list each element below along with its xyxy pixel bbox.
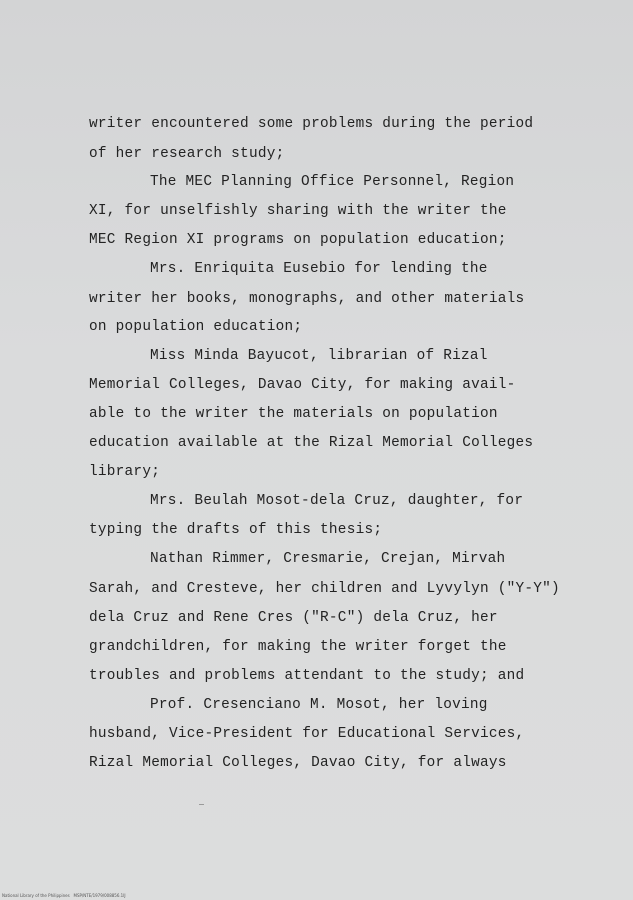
text-line-17: Sarah, and Cresteve, her children and Lyvylyn ("Y-Y") [89, 581, 560, 597]
text-line-22: husband, Vice-President for Educational Services, [89, 726, 525, 742]
text-line-18: dela Cruz and Rene Cres ("R-C") dela Cruz, her [89, 610, 498, 626]
text-line-21: Prof. Cresenciano M. Mosot, her loving [150, 697, 488, 713]
text-line-5: MEC Region XI programs on population education; [89, 232, 507, 248]
stray-mark [199, 804, 204, 805]
text-line-15: typing the drafts of this thesis; [89, 522, 383, 538]
text-line-4: XI, for unselfishly sharing with the writer the [89, 203, 507, 219]
text-line-6: Mrs. Enriquita Eusebio for lending the [150, 261, 488, 277]
text-line-3: The MEC Planning Office Personnel, Region [150, 174, 515, 190]
text-line-8: on population education; [89, 319, 303, 335]
text-line-19: grandchildren, for making the writer forget the [89, 639, 507, 655]
text-line-14: Mrs. Beulah Mosot-dela Cruz, daughter, for [150, 493, 524, 509]
text-line-10: Memorial Colleges, Davao City, for making avail- [89, 377, 516, 393]
text-line-2: of her research study; [89, 146, 285, 162]
archive-footer: National Library of the Philippines MSP/NTE/1979/008856.1IJ [2, 893, 126, 898]
text-line-16: Nathan Rimmer, Cresmarie, Crejan, Mirvah [150, 551, 506, 567]
text-line-1: writer encountered some problems during the period [89, 116, 534, 132]
text-line-23: Rizal Memorial Colleges, Davao City, for always [89, 755, 507, 771]
text-line-7: writer her books, monographs, and other materials [89, 291, 525, 307]
text-line-9: Miss Minda Bayucot, librarian of Rizal [150, 348, 488, 364]
text-line-13: library; [89, 464, 161, 480]
text-line-12: education available at the Rizal Memorial Colleges [89, 435, 534, 451]
text-line-20: troubles and problems attendant to the study; and [89, 668, 525, 684]
text-line-11: able to the writer the materials on population [89, 406, 498, 422]
